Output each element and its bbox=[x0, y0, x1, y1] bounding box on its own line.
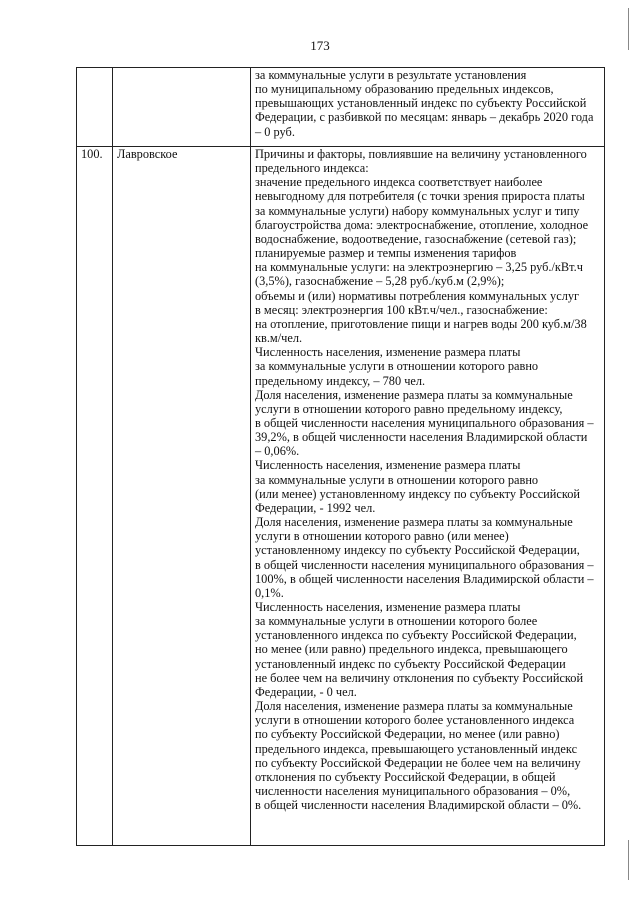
text-line: благоустройства дома: электроснабжение, отопление, холодное bbox=[255, 217, 589, 232]
text-line: но менее (или равно) предельного индекса, превышающего bbox=[255, 642, 568, 657]
text-line: за коммунальные услуги в отношении которого равно bbox=[255, 359, 539, 374]
text-line: водоснабжение, водоотведение, газоснабжение (сетевой газ); bbox=[255, 231, 577, 246]
text-line: Численность населения, изменение размера платы bbox=[255, 600, 521, 614]
text-line: услуги в отношении которого равно (или менее) bbox=[255, 529, 509, 544]
page-number: 173 bbox=[310, 38, 330, 53]
text-line: 39,2%, в общей численности населения Владимирской области bbox=[255, 430, 588, 445]
text-line: невыгодному для потребителя (с точки зрения прироста платы bbox=[255, 189, 585, 204]
text-line: предельного индекса: bbox=[255, 161, 369, 176]
text-line: отклонения по субъекту Российской Федерации, в общей bbox=[255, 769, 556, 784]
text-line: предельного индекса, превышающего установленный индекс bbox=[255, 741, 578, 756]
description-cell bbox=[251, 68, 605, 147]
text-line: – 0,06%. bbox=[255, 444, 300, 459]
text-line: Федерации, - 1992 чел. bbox=[255, 500, 376, 515]
text-line: услуги в отношении которого более установленного индекса bbox=[255, 713, 575, 728]
text-line: за коммунальные услуги в отношении которого равно bbox=[255, 472, 539, 487]
text-line: Федерации, с разбивкой по месяцам: январь – декабрь 2020 года bbox=[255, 110, 594, 125]
text-line: Федерации, - 0 чел. bbox=[255, 684, 357, 699]
text-line: по субъекту Российской Федерации, но менее (или равно) bbox=[255, 727, 560, 742]
text-line: Причины и факторы, повлиявшие на величину установленного bbox=[255, 147, 587, 161]
text-line: Доля населения, изменение размера платы за коммунальные bbox=[255, 699, 573, 714]
scan-margin-mark bbox=[628, 840, 629, 880]
text-line: планируемые размер и темпы изменения тарифов bbox=[255, 246, 517, 261]
text-line: в общей численности населения муниципального образования – bbox=[255, 557, 594, 572]
text-line: объемы и (или) нормативы потребления коммунальных услуг bbox=[255, 288, 580, 303]
description-cell bbox=[251, 147, 605, 846]
text-line: 100%, в общей численности населения Владимирской области – bbox=[255, 571, 594, 586]
text-line: численности населения муниципального образования – 0%, bbox=[255, 784, 571, 799]
text-line: по субъекту Российской Федерации не более чем на величину bbox=[255, 755, 581, 770]
text-line: Численность населения, изменение размера платы bbox=[255, 458, 521, 473]
text-line: установленный индекс по субъекту Российской Федерации bbox=[255, 656, 566, 671]
text-line: на отопление, приготовление пищи и нагрев воды 200 куб.м/38 bbox=[255, 316, 587, 331]
text-line: услуги в отношении которого равно предельному индексу, bbox=[255, 401, 563, 416]
text-line: Доля населения, изменение размера платы за коммунальные bbox=[255, 387, 573, 402]
text-line: по муниципальному образованию предельных индексов, bbox=[255, 82, 554, 97]
municipality-cell bbox=[113, 68, 251, 147]
text-line: на коммунальные услуги: на электроэнергию – 3,25 руб./кВт.ч bbox=[255, 260, 583, 275]
entry-number: 100. bbox=[77, 147, 113, 846]
text-line: за коммунальные услуги в отношении которого более bbox=[255, 614, 538, 629]
table-row-entry bbox=[77, 147, 605, 846]
text-line: установленному индексу по субъекту Российской Федерации, bbox=[255, 543, 580, 558]
municipality-name: Лавровское bbox=[113, 147, 251, 846]
text-line: в общей численности населения Владимирской области – 0%. bbox=[255, 798, 582, 813]
text-line: – 0 руб. bbox=[255, 124, 295, 139]
number-cell bbox=[77, 68, 113, 147]
text-line: не более чем на величину отклонения по субъекту Российской bbox=[255, 670, 584, 685]
text-line: в месяц: электроэнергия 100 кВт.ч/чел., газоснабжение: bbox=[255, 302, 548, 317]
text-line: кв.м/чел. bbox=[255, 331, 303, 346]
text-line: предельному индексу, – 780 чел. bbox=[255, 373, 426, 388]
document-table bbox=[76, 67, 605, 846]
scan-margin-mark bbox=[628, 8, 629, 50]
text-line: превышающих установленный индекс по субъекту Российской bbox=[255, 96, 587, 111]
text-line: Численность населения, изменение размера платы bbox=[255, 345, 521, 360]
text-line: Доля населения, изменение размера платы за коммунальные bbox=[255, 515, 573, 530]
text-line: значение предельного индекса соответствует наиболее bbox=[255, 175, 543, 190]
text-line: (или менее) установленному индексу по субъекту Российской bbox=[255, 486, 581, 501]
text-line: (3,5%), газоснабжение – 5,28 руб./куб.м (2,9%); bbox=[255, 274, 505, 289]
text-line: в общей численности населения муниципального образования – bbox=[255, 415, 594, 430]
text-line: 0,1%. bbox=[255, 585, 284, 600]
text-line: за коммунальные услуги в результате установления bbox=[255, 68, 527, 82]
table-row-continuation bbox=[77, 68, 605, 147]
text-line: установленного индекса по субъекту Российской Федерации, bbox=[255, 628, 577, 643]
text-line: за коммунальные услуги) набору коммунальных услуг и типу bbox=[255, 203, 580, 218]
